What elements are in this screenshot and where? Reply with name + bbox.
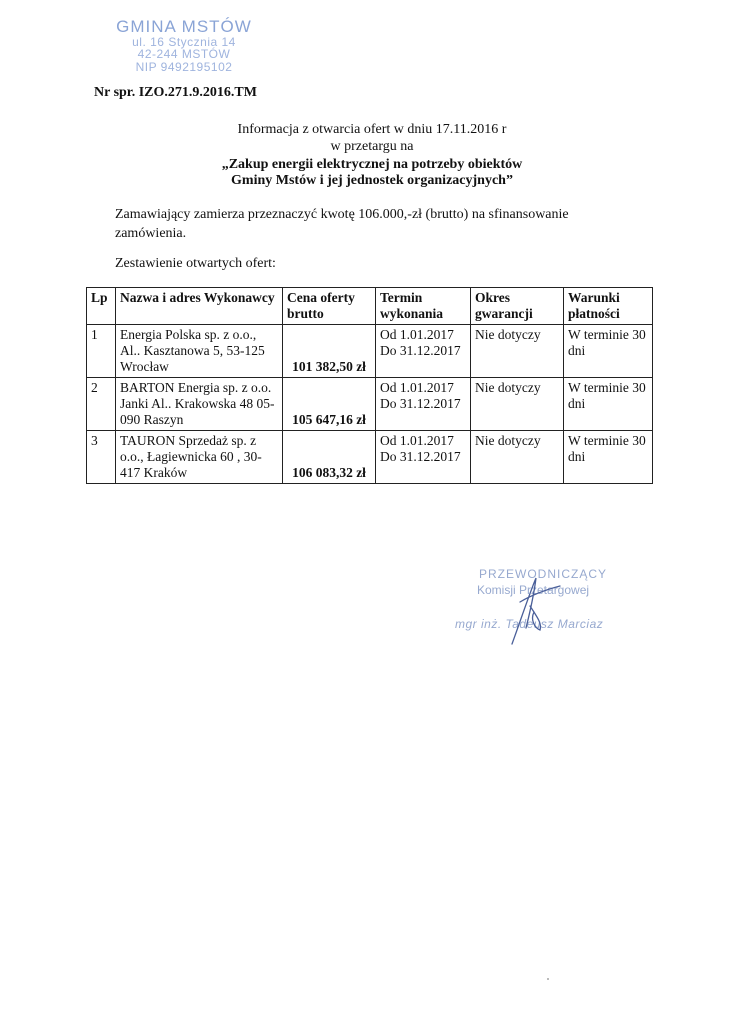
cell-name: TAURON Sprzedaż sp. z o.o., Łagiewnicka 60 , 30-417 Kraków xyxy=(116,431,283,484)
header-guarantee: Okres gwarancji xyxy=(471,288,564,325)
stamp-postal: 42-244 MSTÓW xyxy=(137,47,231,62)
cell-price: 105 647,16 zł xyxy=(283,378,376,431)
header-name: Nazwa i adres Wykonawcy xyxy=(116,288,283,325)
table-row xyxy=(87,378,653,431)
stamp-nip: NIP 9492195102 xyxy=(135,60,233,75)
cell-payment: W terminie 30 dni xyxy=(564,378,653,431)
header-payment: Warunki płatności xyxy=(564,288,653,325)
chairman-name: mgr inż. Tadeusz Marciaz xyxy=(455,617,604,631)
header-lp: Lp xyxy=(87,288,116,325)
chairman-title: PRZEWODNICZĄCY xyxy=(479,567,607,581)
cell-guarantee: Nie dotyczy xyxy=(471,378,564,431)
info-heading: Informacja z otwarcia ofert w dniu 17.11.2016 r xyxy=(237,122,507,137)
table-header-row xyxy=(87,288,653,325)
cell-lp: 1 xyxy=(87,325,116,378)
tender-subject-line1: „Zakup energii elektrycznej na potrzeby obiektów xyxy=(221,157,523,172)
budget-paragraph: Zamawiający zamierza przeznaczyć kwotę 106.000,-zł (brutto) na sfinansowanie zamówienia. xyxy=(115,207,569,241)
header-price: Cena oferty brutto xyxy=(283,288,376,325)
tender-subject-line2: Gminy Mstów i jej jednostek organizacyjnych” xyxy=(231,173,513,188)
cell-name: Energia Polska sp. z o.o., Al.. Kasztanowa 5, 53-125 Wrocław xyxy=(116,325,283,378)
cell-payment: W terminie 30 dni xyxy=(564,431,653,484)
cell-guarantee: Nie dotyczy xyxy=(471,325,564,378)
table-row xyxy=(87,431,653,484)
cell-term: Od 1.01.2017 Do 31.12.2017 xyxy=(376,325,471,378)
cell-term: Od 1.01.2017 Do 31.12.2017 xyxy=(376,378,471,431)
stamp-title: GMINA MSTÓW xyxy=(116,17,252,36)
cell-name: BARTON Energia sp. z o.o. Janki Al.. Krakowska 48 05-090 Raszyn xyxy=(116,378,283,431)
offers-table xyxy=(86,287,653,484)
reference-number: Nr spr. IZO.271.9.2016.TM xyxy=(94,85,257,100)
cell-lp: 2 xyxy=(87,378,116,431)
summary-label: Zestawienie otwartych ofert: xyxy=(115,256,276,271)
cell-payment: W terminie 30 dni xyxy=(564,325,653,378)
cell-lp: 3 xyxy=(87,431,116,484)
header-term: Termin wykonania xyxy=(376,288,471,325)
cell-price: 101 382,50 zł xyxy=(283,325,376,378)
stamp-address: ul. 16 Stycznia 14 xyxy=(132,34,236,49)
handwritten-signature xyxy=(490,572,580,652)
cell-term: Od 1.01.2017 Do 31.12.2017 xyxy=(376,431,471,484)
table-row xyxy=(87,325,653,378)
commission-name: Komisji Przetargowej xyxy=(477,583,590,597)
info-subheading: w przetargu na xyxy=(330,139,414,154)
municipality-stamp xyxy=(96,18,272,74)
cell-price: 106 083,32 zł xyxy=(283,431,376,484)
scan-speck xyxy=(547,978,549,980)
cell-guarantee: Nie dotyczy xyxy=(471,431,564,484)
